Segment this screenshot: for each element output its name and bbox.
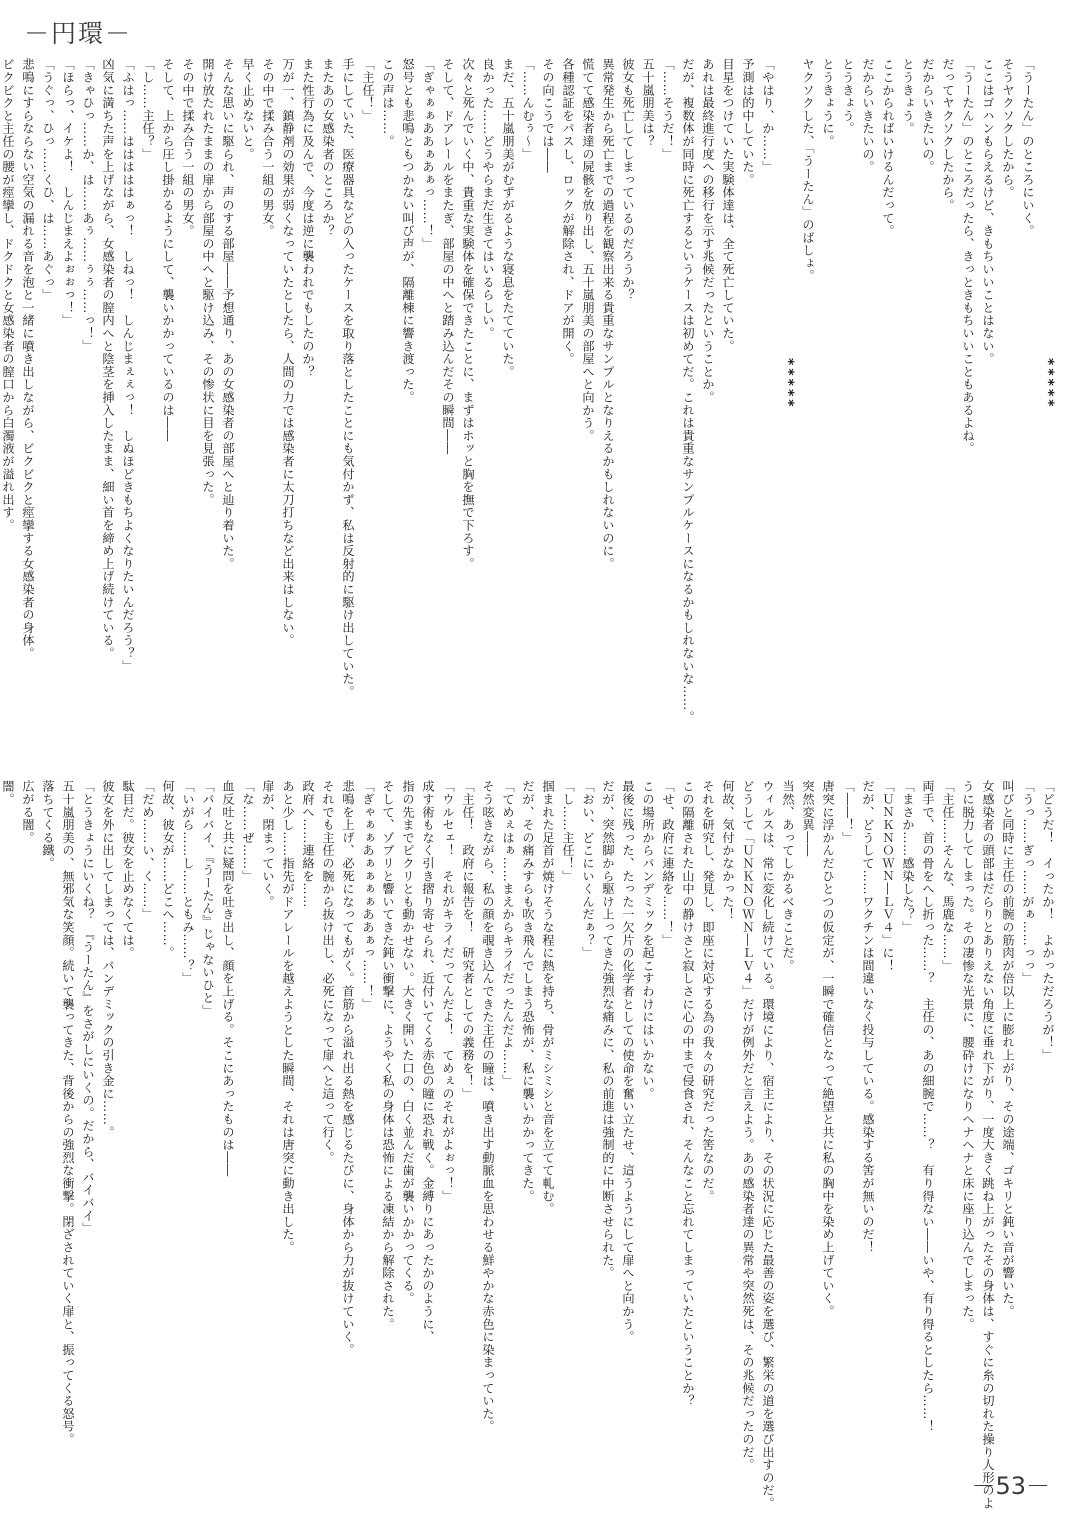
upper-text-column: ここはゴハンもらえるけど、きもちいいことはない。 [981, 58, 995, 366]
lower-text-column: 「主任！ 政府に報告を！ 研究者としての義務を！」 [461, 780, 475, 1100]
lower-text-column: 「ぎゃぁぁあぁぁぁぁああぁっ……！」 [361, 780, 375, 1011]
lower-text-column: それを研究し、発見し、即座に対応する為の我々の研究だった筈なのだ。 [701, 780, 715, 1203]
lower-text-column: 駄目だ。彼女を止めなくては。 [121, 780, 135, 960]
section-title: －円環－ [24, 19, 133, 48]
upper-text-column: だからいきたいの。 [921, 58, 935, 174]
lower-text-column: うに脱力してしまった。その凄惨な光景に、腰砕けになりヘナヘナと床に座り込んでしまった。 [961, 780, 975, 1331]
lower-text-column: 指の先までピクリとも動かせない。大きく開いた口の、白く並んだ歯が襲いかかってくる。 [401, 780, 415, 1305]
upper-text-column: ここからればいけるんだって。 [881, 58, 895, 238]
lower-text-column: 唐突に浮かんだひとつの仮定が、一瞬で確信となって絶望と共に私の胸中を染め上げていく。 [821, 780, 835, 1318]
upper-text-column: だってヤクソクしたから。 [941, 58, 955, 212]
lower-text-column: 「バイバイ、『うーたん』じゃないひと」 [201, 780, 215, 1018]
lower-text-column: 「ＵＮＫＮＯＷＮ―ＬＶ４」に！ [881, 780, 895, 972]
lower-text-column: 「とうきょうにいくね？ 『うーたん』をさがしにいくの。だから、バイバイ」 [81, 780, 95, 1235]
upper-text-column: まだ、五十嵐朋美がむずがるような寝息をたてていた。 [501, 58, 515, 378]
lower-text-column: 何故、彼女が……どこへ……。 [161, 780, 175, 960]
upper-text-column: 「うーたん」のところにいく。 [1021, 58, 1035, 238]
upper-text-column: 「きゃひっ……か、は……あぅ……ぅぅ……っ！」 [81, 58, 95, 353]
lower-text-column: どうして「ＵＮＫＮＯＷＮ―ＬＶ４」だけが例外だと言えよう。あの感染者達の異常や突然死は、その兆候だったのだ。 [741, 780, 755, 1472]
scene-break-stars: ***** [1040, 358, 1056, 410]
upper-text-column: またあの女感染者のところか？ [321, 58, 335, 238]
lower-text-column: 悲鳴を上げ、必死になってもがく。首筋から溢れ出る熱を感じるたびに、身体から力が抜けていく。 [341, 780, 355, 1356]
lower-text-column: 女感染者の頭部はだらりとありえない角度に垂れ下がり、一度大きく跳ね上がったその身体は、すぐに糸の切れた操り人形のよ [981, 780, 995, 1510]
lower-text-column: 「いがら……し……ともみ……？」 [181, 780, 195, 985]
lower-text-column: だが、どうして……ワクチンは間違いなく投与している。感染する筈が無いのだ！ [861, 780, 875, 1254]
lower-text-column: 政府へ……連絡を…… [301, 780, 315, 908]
lower-text-column: 「ウルセェ！ それがキライだってんだよ！ てめぇのそれがよぉっ！」 [441, 780, 455, 1203]
upper-text-column: 予測は的中していた。 [741, 58, 755, 186]
upper-text-column: 五十嵐朋美は？ [641, 58, 655, 148]
lower-text-column: 「だめ……い、く……」 [141, 780, 155, 921]
upper-text-column: また性行為に及んで、今度は逆に襲われでもしたのか？ [301, 58, 315, 378]
lower-text-column: 広がる闇。 [21, 780, 35, 844]
upper-text-column: ヤクソクした、「うーたん」のばしょ。 [801, 58, 815, 283]
upper-text-column: 「うぐっ、ひっ……くひ、は……あぐっ」 [41, 58, 55, 302]
upper-text-column: だからいきたいの。 [861, 58, 875, 174]
lower-text-column: そう呟きながら、私の顔を覗き込んできた主任の瞳は、噴き出す動脈血を思わせる鮮やかな赤色に染まっていた。 [481, 780, 495, 1433]
upper-text-column: 「うーたん」のところだったら、きっときもちいいこともあるよね。 [961, 58, 975, 455]
lower-text-column: ウィルスは、常に変化し続けている。環境により、宿主により、その状況に応じた最善の姿を選び、繁栄の道を選び出すのだ。 [761, 780, 775, 1510]
upper-text-column: 「ぎゃぁぁああぁあぁっ……！」 [421, 58, 435, 250]
upper-text-column: とうきょうに。 [821, 58, 835, 148]
lower-text-column: 「せ、政府に連絡を……！」 [661, 780, 675, 947]
lower-text-column: 闇。 [1, 780, 15, 806]
upper-text-column: 次々と死んでいく中、貴重な実験体を確保できたことに、まずはホッと胸を撫で下ろす。 [461, 58, 475, 570]
upper-text-column: 「……んむぅ～」 [521, 58, 535, 161]
upper-text-column: 「ふはっ……はははははぁっ！ しねっ！ しんじまぇぇっ！ しぬほどきもちよくなりたいんだろう？」 [121, 58, 135, 673]
lower-text-column: 落ちてくる鐵。 [41, 780, 55, 870]
upper-text-block [1, 58, 1058, 748]
lower-text-column: 五十嵐朋美の、無邪気な笑顔。続いて襲ってきた、背後からの強烈な衝撃。閉ざされていく扉と、振ってくる怒号。 [61, 780, 75, 1446]
upper-text-column: 万が一、鎮静剤の効果が弱くなっていたとしたら、人間の力では感染者に太刀打ちなど出来はしない。 [281, 58, 295, 647]
lower-text-column: 「――！」 [841, 780, 855, 844]
lower-text-column: 「てめぇはぁ……まえからキライだったんだよ……」 [501, 780, 515, 1088]
upper-text-column: 早く止めないと。 [241, 58, 255, 161]
upper-text-column: その中で揉み合う一組の男女。 [181, 58, 195, 238]
upper-text-column: 慌てて感染者達の屍骸を放り出し、五十嵐朋美の部屋へと向かう。 [581, 58, 595, 442]
upper-text-column: その向こうでは―― [541, 58, 555, 174]
upper-text-column: 各種認証をパスし、ロックが解除され、ドアが開く。 [561, 58, 575, 366]
upper-text-column: そうヤクソクしたから。 [1001, 58, 1015, 199]
upper-text-column: 凶気に満ちた声を上げながら、女感染者の膣内へと陰茎を挿入したまま、細い首を締め上げ続けている。 [101, 58, 115, 660]
lower-text-column: 成す術もなく引き摺り寄せられ、近付いてくる赤色の瞳に恐れ戦く。金縛りにあったかのように、 [421, 780, 435, 1344]
lower-text-column: 何故、気付かなかった！ [721, 780, 735, 921]
lower-text-column: 叫びと同時に主任の前腕の筋肉が倍以上に膨れ上がり、その途端、ゴキリと鈍い音が響いた。 [1001, 780, 1015, 1318]
upper-text-column: その中で揉み合う一組の男女。 [261, 58, 275, 238]
upper-text-column: そして、上から圧し掛かるようにして、襲いかかっているのは―― [161, 58, 175, 442]
upper-text-column: 開け放たれたままの扉から部屋の中へと駆け込み、その惨状に目を見張った。 [201, 58, 215, 506]
upper-text-column: だが、複数体が同時に死亡するというケースは初めてだ。これは貴重なサンプルケースになるかもしれないな……。 [681, 58, 695, 724]
lower-text-column: この隔離された山中の静けさと寂しさに心の中まで侵食され、そんなこと忘れてしまっていたということか？ [681, 780, 695, 1408]
upper-text-column: 「……そうだ！」 [661, 58, 675, 161]
upper-text-column: 「主任！」 [361, 58, 375, 122]
lower-text-column: あと少し……指先がドアレールを越えようとした瞬間、それは唐突に動き出した。 [281, 780, 295, 1254]
lower-text-column: 突然変異―― [801, 780, 815, 857]
lower-text-column: 「おい、どこにいくんだぁ？」 [581, 780, 595, 960]
lower-text-column: 「うっ……ぎっ……がぁ……っっ」 [1021, 780, 1035, 985]
lower-text-column: だが、その痛みすらも吹き飛んでしまう恐怖が、私に襲いかかってきた。 [521, 780, 535, 1203]
upper-text-column: とうきょう。 [841, 58, 855, 135]
upper-text-column: 良かった……どうやらまだ生きてはいるらしい。 [481, 58, 495, 340]
lower-text-column: 「どうだ！ イったか！ よかっただろうが！」 [1041, 780, 1055, 1062]
upper-text-column: 目星をつけていた実験体達は、全て死亡していた。 [721, 58, 735, 353]
lower-text-column: 彼女を外に出してしまっては、パンデミックの引き金に……。 [101, 780, 115, 1139]
lower-text-column: 血反吐と共に疑問を吐き出し、顔を上げる。そこにあったものは―― [221, 780, 235, 1177]
lower-text-column: 当然、あってしかるべきことだ。 [781, 780, 795, 972]
upper-text-column: そして、ドアレールをまたぎ、部屋の中へと踏み込んだその瞬間―― [441, 58, 455, 455]
upper-text-column: 異常発生から死亡までの過程を観察出来る貴重なサンプルとなりえるかもしれないのに。 [601, 58, 615, 570]
lower-text-column: そして、ゾブリと響いてきた鈍い衝撃に、ようやく私の身体は恐怖による凍結から解除された。 [381, 780, 395, 1331]
upper-text-column: 「し……主任？」 [141, 58, 155, 161]
scene-break-stars: ***** [780, 358, 796, 410]
upper-text-column: あれは最終進行度への移行を示す兆候だったということか。 [701, 58, 715, 404]
lower-text-column: この場所からパンデミックを起こすわけにはいかない。 [641, 780, 655, 1100]
upper-text-column: 悲鳴にすらならない空気の漏れる音を泡と一緒に噴き出しながら、ビクビクと痙攣する女感染者の身体。 [21, 58, 35, 660]
upper-text-column: 怒号とも悲鳴ともつかない叫び声が、隔離棟に響き渡った。 [401, 58, 415, 404]
lower-text-column: 扉が、閉まっていく。 [261, 780, 275, 908]
upper-text-column: 「ほらっ、イケよ！ しんじまえよぉぉっ！」 [61, 58, 75, 327]
lower-text-column: 「主任……そんな、馬鹿な……」 [941, 780, 955, 972]
lower-text-column: だが、突然脚から駆け上ってきた強烈な痛みに、私の前進は強制的に中断させられた。 [601, 780, 615, 1280]
lower-text-column: 「まさか……感染した？」 [901, 780, 915, 934]
lower-text-column: それでも主任の腕から抜け出し、必死になって扉へと這って行く。 [321, 780, 335, 1164]
upper-text-column: この声は……。 [381, 58, 395, 148]
lower-text-column: 掴まれた足首が焼けそうな程に熱を持ち、骨がミシミシと音を立てて軋む。 [541, 780, 555, 1216]
upper-text-column: とうきょう。 [901, 58, 915, 135]
lower-text-column: 「な……ぜ……」 [241, 780, 255, 883]
upper-text-column: 彼女も死亡してしまっているのだろうか？ [621, 58, 635, 302]
lower-text-column: 最後に残った、たった一欠片の化学者としての使命を奮い立たせ、這うようにして扉へと向かう。 [621, 780, 635, 1344]
upper-text-column: 「やはり、か……」 [761, 58, 775, 174]
lower-text-column: 両手で、首の骨をへし折った……？ 主任の、あの細腕で……？ 有り得ない――いや、有り得るとしたら……！ [921, 780, 935, 1433]
page-number: －53－ [971, 1472, 1050, 1500]
upper-text-column: そんな思いに駆られ、声のする部屋――予想通り、あの女感染者の部屋へと辿り着いた。 [221, 58, 235, 570]
upper-text-column: ビクビクと主任の腰が痙攣し、ドクドクと女感染者の膣口から白濁液が溢れ出す。 [1, 58, 15, 532]
lower-text-column: 「し……主任！」 [561, 780, 575, 883]
upper-text-column: 手にしていた、医療器具などの入ったケースを取り落としたことにも気付かず、私は反射的に駆け出していた。 [341, 58, 355, 698]
